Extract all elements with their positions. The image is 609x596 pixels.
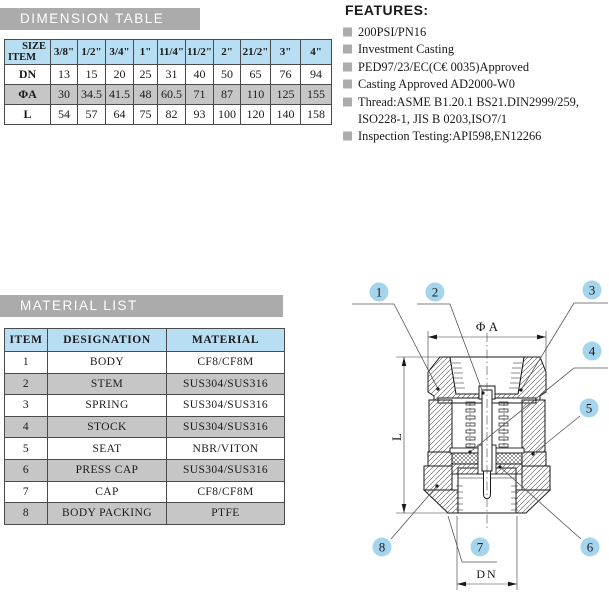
body-wall-right bbox=[522, 400, 545, 452]
flange-left bbox=[428, 452, 452, 466]
material-list-title-bar: MATERIAL LIST bbox=[0, 295, 283, 317]
cell: SUS304/SUS316 bbox=[167, 459, 285, 481]
leader-8 bbox=[391, 486, 437, 539]
callout-number-4: 4 bbox=[588, 343, 596, 359]
bullet-square-icon bbox=[343, 97, 352, 106]
cell: 125 bbox=[271, 85, 301, 105]
feature-text: PED97/23/EC(C€ 0035)Approved bbox=[358, 59, 530, 74]
table-row bbox=[5, 503, 285, 525]
list-item bbox=[343, 41, 609, 58]
cell: 5 bbox=[5, 438, 48, 460]
cell: 64 bbox=[106, 105, 134, 125]
cell: 87 bbox=[214, 85, 241, 105]
bullet-square-icon bbox=[343, 45, 352, 54]
cell: 71 bbox=[186, 85, 214, 105]
row-label: ΦA bbox=[5, 85, 51, 105]
list-item bbox=[343, 128, 609, 145]
cell: 48 bbox=[134, 85, 158, 105]
list-item bbox=[343, 24, 609, 41]
union-nut-right bbox=[522, 466, 550, 490]
col-header-material: MATERIAL bbox=[167, 329, 285, 352]
size-item-corner-cell bbox=[5, 40, 51, 65]
cell: 8 bbox=[5, 503, 48, 525]
cell: 30 bbox=[51, 85, 78, 105]
body-wall-left bbox=[429, 400, 452, 452]
bullet-square-icon bbox=[343, 62, 352, 71]
features-section bbox=[343, 2, 609, 146]
callout-number-3: 3 bbox=[588, 282, 596, 298]
cell: 41.5 bbox=[106, 85, 134, 105]
cell: 57 bbox=[78, 105, 106, 125]
dimension-table-title-bar: DIMENSION TABLE bbox=[0, 8, 200, 30]
size-col-header: 11/2" bbox=[186, 40, 214, 65]
cell: PTFE bbox=[167, 503, 285, 525]
cell: 155 bbox=[301, 85, 332, 105]
table-row bbox=[5, 459, 285, 481]
feature-text: Thread:ASME B1.20.1 BS21.DIN2999/259, bbox=[358, 94, 579, 109]
cell: CAP bbox=[48, 481, 167, 503]
feature-text: Casting Approved AD2000-W0 bbox=[358, 77, 515, 92]
callout-number-6: 6 bbox=[586, 539, 594, 555]
cell: 100 bbox=[214, 105, 241, 125]
cell: 120 bbox=[241, 105, 271, 125]
list-item bbox=[343, 59, 609, 76]
size-col-header: 11/4" bbox=[158, 40, 186, 65]
corner-size-label: SIZE bbox=[22, 41, 46, 52]
material-header-row bbox=[5, 329, 285, 352]
cell: 13 bbox=[51, 65, 78, 85]
table-row-l bbox=[5, 105, 332, 125]
table-row bbox=[5, 352, 285, 374]
leader-7 bbox=[448, 516, 497, 562]
table-row bbox=[5, 438, 285, 460]
cell: 15 bbox=[78, 65, 106, 85]
valve-cross-section-drawing bbox=[350, 270, 609, 591]
cone-left bbox=[424, 490, 458, 513]
size-col-header: 1" bbox=[134, 40, 158, 65]
size-col-header: 3/8" bbox=[51, 40, 78, 65]
size-col-header: 2" bbox=[214, 40, 241, 65]
cell: 75 bbox=[134, 105, 158, 125]
cell: SPRING bbox=[48, 395, 167, 417]
cell: 110 bbox=[241, 85, 271, 105]
material-list-table bbox=[4, 328, 285, 525]
list-item bbox=[343, 76, 609, 93]
callout-leaders bbox=[352, 303, 608, 562]
callout-number-5: 5 bbox=[585, 400, 593, 416]
callout-number-2: 2 bbox=[431, 284, 439, 300]
corner-item-label: ITEM bbox=[8, 52, 37, 63]
col-header-item: ITEM bbox=[5, 329, 48, 352]
list-item-continuation bbox=[358, 111, 609, 128]
feature-text: Investment Casting bbox=[358, 42, 455, 57]
seat-seal-left bbox=[452, 453, 480, 464]
cell: 25 bbox=[134, 65, 158, 85]
feature-text: Inspection Testing:API598,EN12266 bbox=[358, 129, 542, 144]
leader-1 bbox=[352, 304, 438, 389]
row-label: L bbox=[5, 105, 51, 125]
cell: 31 bbox=[158, 65, 186, 85]
col-header-designation: DESIGNATION bbox=[48, 329, 167, 352]
cell: 20 bbox=[106, 65, 134, 85]
cell: CF8/CF8M bbox=[167, 481, 285, 503]
dimension-table-header-row bbox=[5, 40, 332, 65]
dim-length-label: L bbox=[389, 433, 404, 441]
cell: CF8/CF8M bbox=[167, 352, 285, 374]
seat-seal-right bbox=[494, 453, 522, 464]
seat-ring-left bbox=[452, 464, 479, 474]
bullet-square-icon bbox=[343, 132, 352, 141]
cell: 7 bbox=[5, 481, 48, 503]
cell: 93 bbox=[186, 105, 214, 125]
size-col-header: 4" bbox=[301, 40, 332, 65]
cell: 2 bbox=[5, 373, 48, 395]
dim-diameter-label: Φ A bbox=[475, 319, 499, 334]
cell: 76 bbox=[271, 65, 301, 85]
list-item bbox=[343, 94, 609, 111]
feature-text: 200PSI/PN16 bbox=[358, 25, 427, 39]
callout-number-8: 8 bbox=[378, 539, 386, 555]
cone-right bbox=[516, 490, 550, 513]
bullet-square-icon bbox=[343, 28, 352, 37]
cell: STOCK bbox=[48, 416, 167, 438]
cell: 4 bbox=[5, 416, 48, 438]
cell: 50 bbox=[214, 65, 241, 85]
cell: 94 bbox=[301, 65, 332, 85]
row-label: DN bbox=[5, 65, 51, 85]
size-col-header: 3" bbox=[271, 40, 301, 65]
cell: 65 bbox=[241, 65, 271, 85]
spring-coils-left bbox=[466, 402, 475, 447]
seat-ring-right bbox=[495, 464, 522, 474]
cell: 140 bbox=[271, 105, 301, 125]
cell: 1 bbox=[5, 352, 48, 374]
dimension-table bbox=[4, 39, 332, 125]
callout-number-7: 7 bbox=[476, 539, 484, 555]
cell: 34.5 bbox=[78, 85, 106, 105]
cell: 54 bbox=[51, 105, 78, 125]
table-row-phi-a bbox=[5, 85, 332, 105]
table-row bbox=[5, 481, 285, 503]
table-row bbox=[5, 416, 285, 438]
bullet-square-icon bbox=[343, 80, 352, 89]
cell: BODY bbox=[48, 352, 167, 374]
cell: 60.5 bbox=[158, 85, 186, 105]
cell: STEM bbox=[48, 373, 167, 395]
cell: SEAT bbox=[48, 438, 167, 460]
cell: SUS304/SUS316 bbox=[167, 373, 285, 395]
cell: 82 bbox=[158, 105, 186, 125]
cell: 3 bbox=[5, 395, 48, 417]
table-row bbox=[5, 373, 285, 395]
callout-number-1: 1 bbox=[375, 284, 383, 300]
cell: PRESS CAP bbox=[48, 459, 167, 481]
cell: NBR/VITON bbox=[167, 438, 285, 460]
size-col-header: 21/2" bbox=[241, 40, 271, 65]
table-row bbox=[5, 395, 285, 417]
cell: 158 bbox=[301, 105, 332, 125]
dim-bore-label: DN bbox=[476, 567, 498, 581]
cell: SUS304/SUS316 bbox=[167, 395, 285, 417]
size-col-header: 1/2" bbox=[78, 40, 106, 65]
cell: SUS304/SUS316 bbox=[167, 416, 285, 438]
feature-text: ISO228-1, JIS B 0203,ISO7/1 bbox=[358, 112, 508, 127]
cell: BODY PACKING bbox=[48, 503, 167, 525]
cell: 40 bbox=[186, 65, 214, 85]
features-title: FEATURES: bbox=[345, 2, 429, 18]
size-col-header: 3/4" bbox=[106, 40, 134, 65]
cell: 6 bbox=[5, 459, 48, 481]
table-row-dn bbox=[5, 65, 332, 85]
